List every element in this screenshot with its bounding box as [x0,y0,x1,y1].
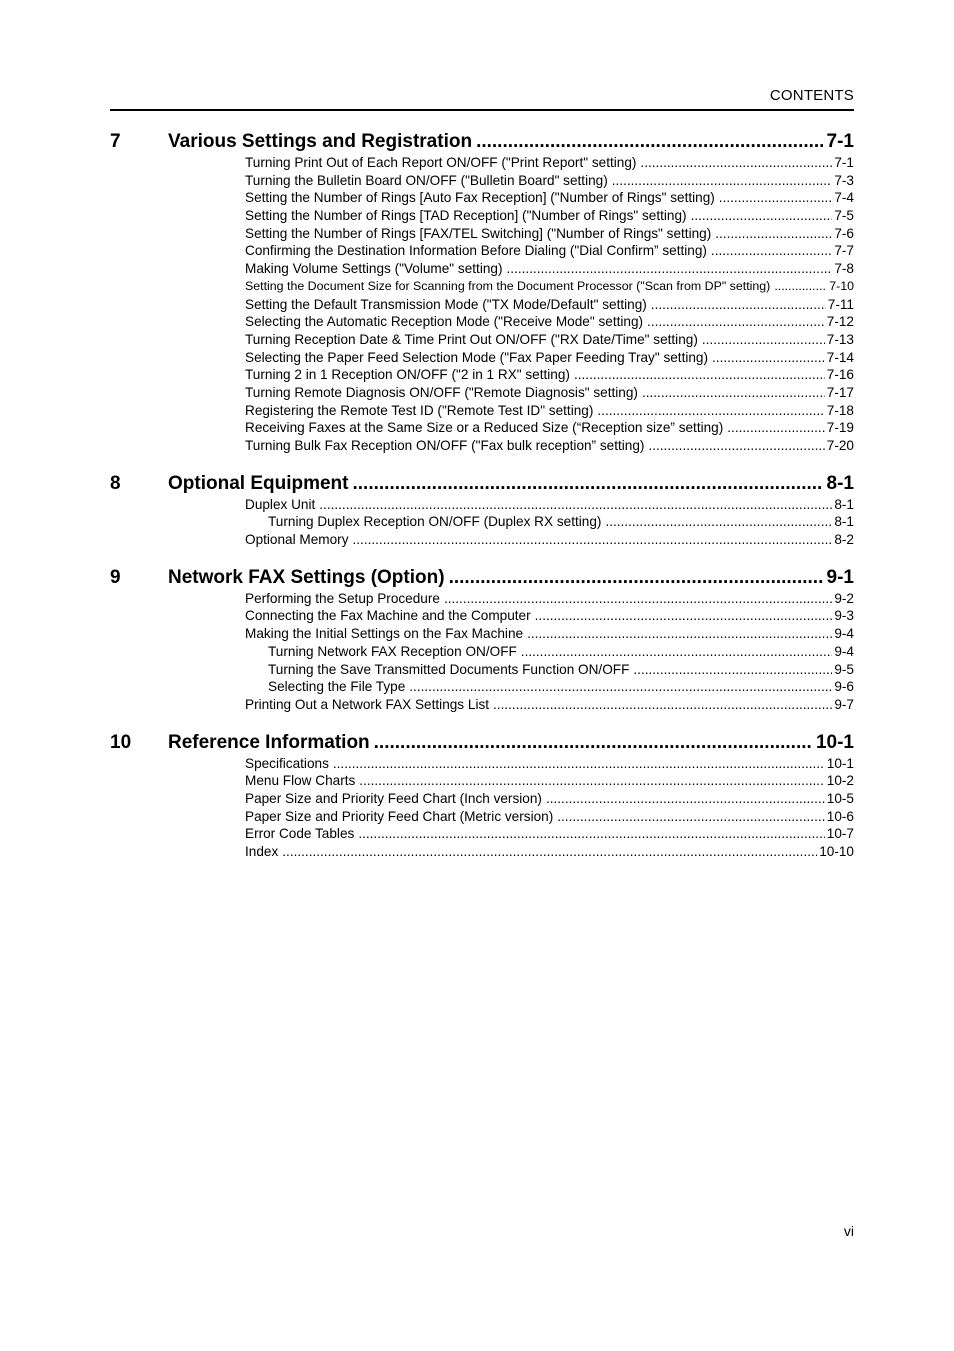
entry-title: Duplex Unit [245,496,316,512]
entry-page: 9-2 [834,590,854,606]
toc-entry[interactable] [245,809,854,827]
entry-list [245,591,854,715]
entry-title: Setting the Default Transmission Mode ("TX Mode/Default" setting) [245,296,647,312]
toc-entry[interactable] [245,190,854,208]
entry-title: Selecting the Paper Feed Selection Mode ("Fax Paper Feeding Tray" setting) [245,349,709,365]
toc-chapter [110,473,854,550]
toc-entry[interactable] [245,208,854,226]
toc-chapter [110,732,854,862]
chapter-title: Reference Information [168,731,370,753]
entry-title: Paper Size and Priority Feed Chart (Inch version) [245,790,542,806]
toc-entry[interactable] [245,279,854,297]
dot-leader [574,367,825,382]
dot-leader [359,773,824,788]
toc-entry[interactable] [268,662,854,680]
entry-title: Receiving Faxes at the Same Size or a Reduced Size (“Reception size” setting) [245,420,724,436]
entry-title: Setting the Number of Rings [TAD Reception] ("Number of Rings" setting) [245,208,687,224]
page-number: vi [843,1223,854,1239]
entry-page: 10-2 [826,773,854,789]
entry-page: 9-4 [834,626,854,642]
toc-entry[interactable] [245,420,854,438]
toc-chapter [110,131,854,456]
dot-leader [353,532,833,547]
dot-leader [409,679,832,694]
dot-leader [774,279,827,293]
toc-entry[interactable] [245,155,854,173]
entry-title: Setting the Number of Rings [FAX/TEL Switching] ("Number of Rings" setting) [245,225,712,241]
dot-leader [633,662,832,677]
entry-page: 7-1 [834,155,854,170]
dot-leader [535,608,833,623]
entry-title: Index [245,844,279,859]
entry-list [245,497,854,550]
entry-title: Printing Out a Network FAX Settings List [245,696,490,712]
entry-page: 7-20 [826,438,854,453]
entry-title: Performing the Setup Procedure [245,590,440,606]
entry-title: Specifications [245,755,329,771]
dot-leader [319,497,832,512]
chapter-heading[interactable] [110,732,854,756]
chapter-heading[interactable] [110,567,854,591]
toc-entry[interactable] [245,608,854,626]
entry-page: 10-10 [819,844,854,859]
entry-title: Optional Memory [245,532,349,548]
entry-title: Setting the Document Size for Scanning from the Document Processor ("Scan from DP" setting) [245,278,771,293]
dot-leader [358,826,824,841]
dot-leader [527,626,832,641]
dot-leader [374,732,812,754]
entry-page: 7-19 [826,420,854,436]
dot-leader [444,591,832,606]
dot-leader [727,420,825,435]
entry-page: 7-17 [826,384,854,400]
entry-title: Menu Flow Charts [245,773,356,789]
toc-entry[interactable] [245,497,854,515]
toc-entry[interactable] [245,385,854,403]
entry-page: 7-12 [826,314,854,330]
entry-page: 9-3 [834,608,854,624]
entry-title: Selecting the Automatic Reception Mode ("Receive Mode" setting) [245,314,644,330]
entry-title: Making the Initial Settings on the Fax Machine [245,626,524,642]
entry-title: Error Code Tables [245,826,355,842]
page-header [110,87,854,111]
dot-leader [640,155,832,170]
dot-leader [506,261,832,276]
chapter-page: 7-1 [826,131,854,152]
entry-page: 7-13 [826,331,854,347]
dot-leader [557,809,825,824]
entry-title: Turning 2 in 1 Reception ON/OFF ("2 in 1 RX" setting) [245,367,570,383]
toc-entry[interactable] [245,332,854,350]
toc-entry[interactable] [245,756,854,774]
entry-title: Turning the Save Transmitted Documents Function ON/OFF [268,661,630,677]
entry-page: 7-3 [834,172,854,188]
toc-entry[interactable] [268,679,854,697]
dot-leader [521,644,833,659]
dot-leader [333,756,825,771]
dot-leader [711,243,832,258]
toc-entry[interactable] [245,367,854,385]
toc-entry[interactable] [245,844,854,862]
toc-entry[interactable] [245,243,854,261]
toc-entry[interactable] [268,644,854,662]
toc-entry[interactable] [245,226,854,244]
toc-entry[interactable] [245,532,854,550]
header-title: CONTENTS [769,87,854,104]
chapter-page: 10-1 [815,731,854,753]
dot-leader [612,173,833,188]
entry-list [245,756,854,862]
chapter-title: Various Settings and Registration [168,131,473,152]
chapter-page: 9-1 [826,566,854,588]
entry-title: Making Volume Settings ("Volume" setting) [245,261,503,277]
dot-leader [476,131,822,153]
entry-page: 10-7 [826,826,854,842]
chapter-heading[interactable] [110,473,854,497]
toc-entry[interactable] [245,314,854,332]
entry-title: Confirming the Destination Information Before Dialing ("Dial Confirm” setting) [245,243,707,259]
chapter-page: 8-1 [826,472,854,494]
dot-leader [647,314,825,329]
dot-leader [702,332,825,347]
entry-title: Turning Network FAX Reception ON/OFF [268,643,517,659]
toc-entry[interactable] [245,438,854,456]
entry-title: Setting the Number of Rings [Auto Fax Reception] ("Number of Rings" setting) [245,190,715,206]
toc-entry[interactable] [245,173,854,191]
dot-leader [651,297,826,312]
dot-leader [648,438,824,453]
entry-title: Turning Remote Diagnosis ON/OFF ("Remote Diagnosis" setting) [245,384,638,400]
dot-leader [282,844,817,859]
entry-title: Connecting the Fax Machine and the Computer [245,608,531,624]
toc-entry[interactable] [245,697,854,715]
dot-leader [605,514,832,529]
entry-page: 7-4 [834,190,854,206]
chapter-heading[interactable] [110,131,854,155]
chapter-number: 10 [110,731,132,753]
dot-leader [449,567,823,589]
chapter-number: 9 [110,566,121,588]
toc-entry[interactable] [245,261,854,279]
dot-leader [691,208,833,223]
toc-entry[interactable] [245,350,854,368]
dot-leader [353,473,823,495]
toc-entry[interactable] [245,626,854,644]
entry-title: Turning Print Out of Each Report ON/OFF ("Print Report" setting) [245,155,637,170]
toc-entry[interactable] [245,403,854,421]
entry-page: 8-1 [834,514,854,530]
entry-page: 7-18 [826,402,854,418]
entry-page: 7-10 [829,278,854,293]
entry-title: Paper Size and Priority Feed Chart (Metric version) [245,808,554,824]
entry-page: 7-8 [834,261,854,277]
toc-entry[interactable] [245,791,854,809]
entry-page: 10-6 [826,808,854,824]
entry-page: 9-7 [834,696,854,712]
entry-page: 7-7 [834,243,854,259]
entry-page: 10-5 [826,790,854,806]
entry-page: 9-5 [834,661,854,677]
dot-leader [597,403,824,418]
toc-entry[interactable] [245,297,854,315]
entry-page: 7-16 [826,367,854,383]
entry-page: 8-2 [834,532,854,548]
entry-page: 7-11 [827,296,854,312]
toc-entry[interactable] [268,514,854,532]
chapter-title: Optional Equipment [168,472,349,494]
entry-page: 7-14 [826,349,854,365]
dot-leader [715,226,832,241]
entry-page: 7-6 [834,225,854,241]
entry-list [245,155,854,456]
dot-leader [712,350,825,365]
entry-title: Turning the Bulletin Board ON/OFF ("Bulletin Board" setting) [245,172,608,188]
toc-entry[interactable] [245,826,854,844]
toc-chapter [110,567,854,715]
entry-page: 8-1 [834,496,854,512]
toc-entry[interactable] [245,591,854,609]
entry-page: 7-5 [834,208,854,224]
chapter-number: 8 [110,472,121,494]
toc-entry[interactable] [245,773,854,791]
entry-page: 9-4 [834,643,854,659]
entry-page: 9-6 [834,679,854,695]
entry-title: Turning Duplex Reception ON/OFF (Duplex RX setting) [268,514,602,530]
entry-page: 10-1 [826,755,854,771]
chapter-number: 7 [110,131,121,152]
dot-leader [642,385,825,400]
dot-leader [546,791,825,806]
dot-leader [493,697,832,712]
entry-title: Registering the Remote Test ID ("Remote Test ID" setting) [245,402,594,418]
entry-title: Selecting the File Type [268,679,406,695]
entry-title: Turning Reception Date & Time Print Out ON/OFF ("RX Date/Time" setting) [245,331,698,347]
dot-leader [719,190,833,205]
chapter-title: Network FAX Settings (Option) [168,566,445,588]
table-of-contents [110,131,854,879]
entry-title: Turning Bulk Fax Reception ON/OFF ("Fax bulk reception” setting) [245,438,645,453]
